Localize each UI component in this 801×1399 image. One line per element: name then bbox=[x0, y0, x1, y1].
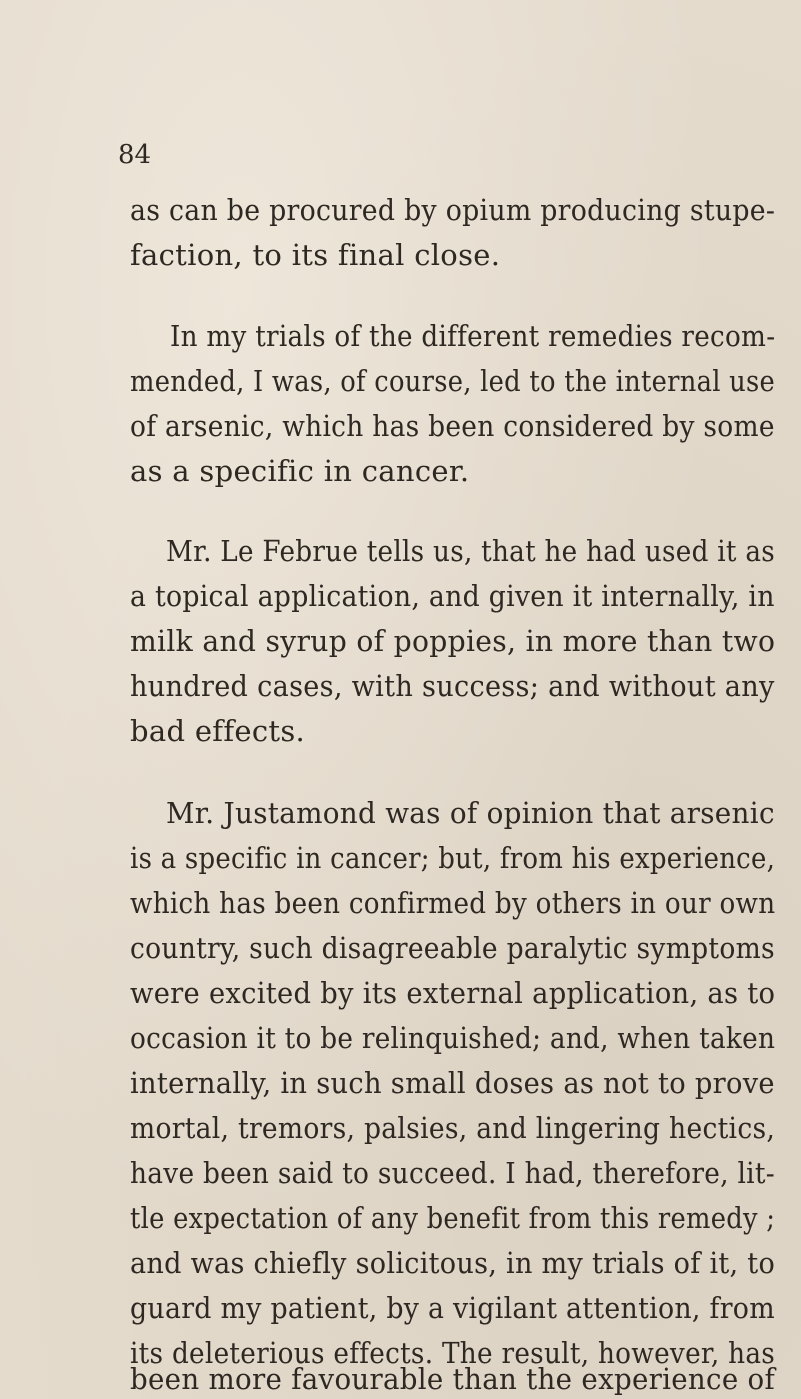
text-line: its deleterious effects. The result, however, has bbox=[130, 1336, 776, 1370]
text-line: which has been confirmed by others in our own bbox=[130, 886, 776, 920]
text-line: as can be procured by opium producing stupe- bbox=[130, 193, 776, 227]
text-line: of arsenic, which has been considered by some bbox=[130, 409, 775, 443]
page-number: 84 bbox=[118, 140, 152, 170]
text-line: have been said to succeed. I had, therefore, lit- bbox=[130, 1156, 775, 1190]
text-line: hundred cases, with success; and without any bbox=[130, 669, 775, 703]
text-line: as a specific in cancer. bbox=[130, 454, 470, 488]
text-line: Mr. Le Februe tells us, that he had used it as bbox=[166, 534, 776, 568]
text-line: been more favourable than the experience of bbox=[130, 1362, 776, 1396]
text-line: were excited by its external application, as to bbox=[130, 976, 776, 1010]
text-line: country, such disagreeable paralytic symptoms bbox=[130, 931, 775, 965]
text-line: mended, I was, of course, led to the internal use bbox=[130, 364, 776, 398]
text-line: and was chiefly solicitous, in my trials of it, to bbox=[130, 1246, 776, 1280]
text-line: occasion it to be relinquished; and, when taken bbox=[130, 1021, 776, 1055]
text-line: mortal, tremors, palsies, and lingering hectics, bbox=[130, 1111, 776, 1145]
text-line: milk and syrup of poppies, in more than two bbox=[130, 624, 776, 658]
text-line: Mr. Justamond was of opinion that arsenic bbox=[166, 796, 775, 830]
text-line: guard my patient, by a vigilant attention, from bbox=[130, 1291, 775, 1325]
text-line: internally, in such small doses as not to prove bbox=[130, 1066, 775, 1100]
text-line: faction, to its final close. bbox=[130, 238, 501, 272]
text-line: tle expectation of any benefit from this remedy ; bbox=[130, 1201, 776, 1235]
text-line: a topical application, and given it internally, in bbox=[130, 579, 775, 613]
text-line: is a specific in cancer; but, from his experience, bbox=[130, 841, 776, 875]
text-line: bad effects. bbox=[130, 714, 306, 748]
text-line: In my trials of the different remedies recom- bbox=[170, 319, 776, 353]
